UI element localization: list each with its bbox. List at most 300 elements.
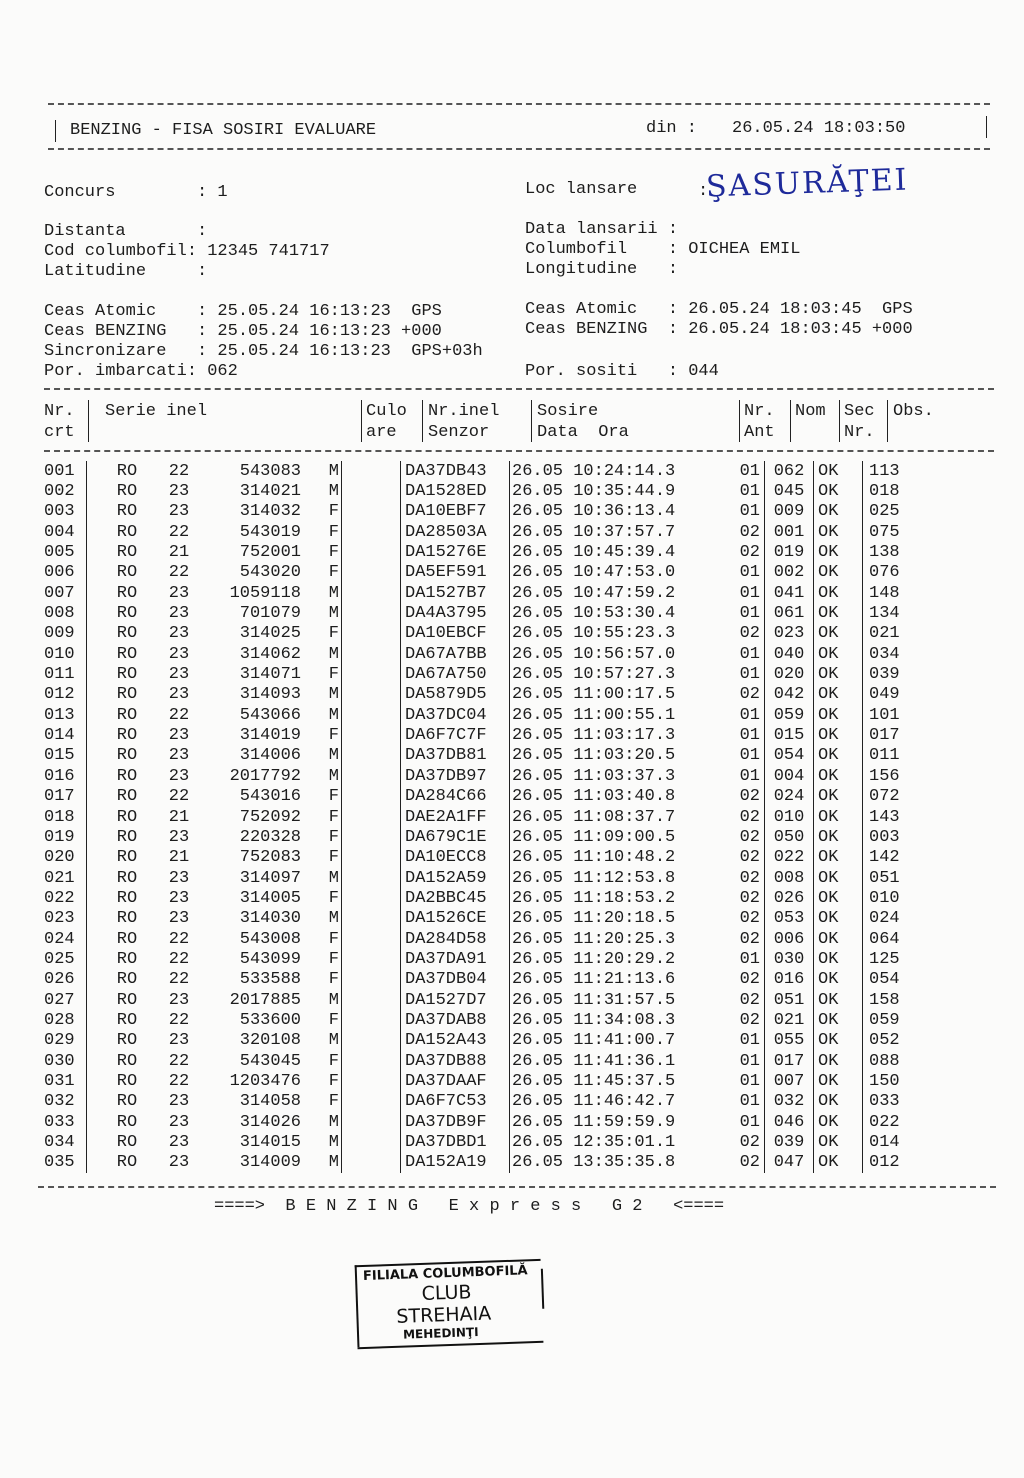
row-divider xyxy=(87,909,98,929)
row-ring: 314006 xyxy=(239,746,301,766)
row-sex: M xyxy=(328,604,339,624)
row-divider xyxy=(87,644,98,664)
row-sensor: DA284D58 xyxy=(401,929,510,949)
row-sensor: DA37DB81 xyxy=(401,746,510,766)
row-country: RO xyxy=(116,848,138,868)
row-nom: 045 xyxy=(765,481,814,501)
ceas-benzing-start: Ceas BENZING : 25.05.24 16:13:23 +000 xyxy=(44,322,442,341)
latitudine-line: Latitudine : xyxy=(44,262,208,281)
row-nr: 032 xyxy=(44,1092,75,1112)
row-country: RO xyxy=(116,909,138,929)
row-nom: 023 xyxy=(765,624,814,644)
stamp-line-3: STREHAIA xyxy=(396,1302,492,1328)
row-nr: 015 xyxy=(44,746,75,766)
row-year: 23 xyxy=(168,726,190,746)
row-obs: 150 xyxy=(863,1071,930,1091)
row-nr: 022 xyxy=(44,888,75,908)
row-nom: 001 xyxy=(765,522,814,542)
row-nr: 002 xyxy=(44,482,75,502)
row-obs: 025 xyxy=(863,502,930,522)
row-arrival: 26.05 11:18:53.2 xyxy=(510,888,711,908)
date-label: din : xyxy=(646,119,698,138)
row-arrival: 26.05 11:34:08.3 xyxy=(510,1010,711,1030)
row-country: RO xyxy=(116,766,138,786)
row-obs: 075 xyxy=(863,522,930,542)
row-nr: 030 xyxy=(44,1051,75,1071)
row-nom: 041 xyxy=(765,583,814,603)
row-year: 23 xyxy=(168,1153,190,1173)
row-sensor: DA1526CE xyxy=(401,909,510,929)
row-ring: 2017885 xyxy=(229,990,301,1010)
row-sec: OK xyxy=(814,990,863,1010)
row-ring: 752001 xyxy=(239,543,301,563)
loc-lansare-handwritten: ŞASURĂŢEI xyxy=(705,162,909,205)
row-ring: 314019 xyxy=(239,726,301,746)
row-nom: 006 xyxy=(765,929,814,949)
row-nr: 016 xyxy=(44,766,75,786)
row-sex: M xyxy=(328,1153,339,1173)
row-year: 23 xyxy=(168,746,190,766)
row-ring: 314026 xyxy=(239,1112,301,1132)
row-ring: 314062 xyxy=(239,644,301,664)
row-sensor: DA1527D7 xyxy=(401,990,510,1010)
header-bottom-table-rule xyxy=(44,450,994,452)
row-nr: 028 xyxy=(44,1010,75,1030)
row-obs: 142 xyxy=(863,848,930,868)
row-sec: OK xyxy=(814,1092,863,1112)
row-arrival: 26.05 11:00:55.1 xyxy=(510,705,711,725)
row-nr: 026 xyxy=(44,970,75,990)
row-sensor: DA284C66 xyxy=(401,787,510,807)
row-antenna: 01 xyxy=(739,1092,760,1112)
row-arrival: 26.05 10:37:57.7 xyxy=(510,522,711,542)
row-nom: 053 xyxy=(765,909,814,929)
row-divider xyxy=(87,502,98,522)
row-nom: 008 xyxy=(765,868,814,888)
table-row xyxy=(44,522,929,542)
row-obs: 101 xyxy=(863,705,930,725)
row-sec: OK xyxy=(814,583,863,603)
ceas-benzing-end: Ceas BENZING : 26.05.24 18:03:45 +000 xyxy=(525,320,913,339)
row-year: 23 xyxy=(168,665,190,685)
row-sec: OK xyxy=(814,1010,863,1030)
row-divider xyxy=(87,848,98,868)
row-sex: F xyxy=(328,807,339,827)
footer-brand: ====> B E N Z I N G E x p r e s s G 2 <==== xyxy=(214,1197,725,1216)
row-nr: 004 xyxy=(44,522,75,542)
table-row xyxy=(44,929,929,949)
row-sensor: DA67A750 xyxy=(401,664,510,684)
row-antenna: 01 xyxy=(739,1051,760,1071)
row-nr: 013 xyxy=(44,705,75,725)
header-divider xyxy=(790,400,791,442)
row-country: RO xyxy=(116,1153,138,1173)
row-ring: 220328 xyxy=(239,827,301,847)
row-arrival: 26.05 11:21:13.6 xyxy=(510,970,711,990)
row-obs: 010 xyxy=(863,888,930,908)
row-sensor: DA37DC04 xyxy=(401,705,510,725)
row-sensor: DA28503A xyxy=(401,522,510,542)
row-divider xyxy=(87,1051,98,1071)
col-culo-h1: Culo xyxy=(366,402,407,421)
table-row xyxy=(44,664,929,684)
report-datetime: 26.05.24 18:03:50 xyxy=(732,119,906,138)
row-divider xyxy=(87,1112,98,1132)
row-obs: 054 xyxy=(863,970,930,990)
row-divider xyxy=(87,1132,98,1152)
row-color xyxy=(342,1153,401,1173)
row-ring: 2017792 xyxy=(229,766,301,786)
ceas-atomic-end: Ceas Atomic : 26.05.24 18:03:45 GPS xyxy=(525,300,913,319)
row-nr: 008 xyxy=(44,604,75,624)
row-color xyxy=(342,807,401,827)
row-sensor: DA5EF591 xyxy=(401,563,510,583)
cod-columbofil-line: Cod columbofil: 12345 741717 xyxy=(44,242,330,261)
row-sensor: DA10EBF7 xyxy=(401,502,510,522)
row-sex: M xyxy=(328,990,339,1010)
club-stamp xyxy=(350,1255,549,1352)
row-antenna: 02 xyxy=(739,970,760,990)
row-arrival: 26.05 11:45:37.5 xyxy=(510,1071,711,1091)
row-nom: 042 xyxy=(765,685,814,705)
row-color xyxy=(342,1071,401,1091)
row-country: RO xyxy=(116,1092,138,1112)
row-antenna: 01 xyxy=(739,644,760,664)
row-divider xyxy=(87,1092,98,1112)
col-sosire-h1: Sosire xyxy=(537,402,599,421)
row-divider xyxy=(87,563,98,583)
table-row xyxy=(44,705,929,725)
row-sensor: DA4A3795 xyxy=(401,603,510,623)
row-country: RO xyxy=(116,685,138,705)
row-arrival: 26.05 11:31:57.5 xyxy=(510,990,711,1010)
row-nom: 016 xyxy=(765,970,814,990)
row-sex: F xyxy=(328,726,339,746)
row-antenna: 02 xyxy=(739,807,760,827)
row-nom: 032 xyxy=(765,1092,814,1112)
row-sec: OK xyxy=(814,1132,863,1152)
row-nr: 029 xyxy=(44,1031,75,1051)
row-nom: 047 xyxy=(765,1153,814,1173)
col-sec-h1: Sec xyxy=(844,402,875,421)
row-antenna: 01 xyxy=(739,1112,760,1132)
row-antenna: 01 xyxy=(739,604,760,624)
row-arrival: 26.05 10:36:13.4 xyxy=(510,502,711,522)
stamp-line-1: FILIALA COLUMBOFILĂ xyxy=(362,1263,528,1285)
row-sec: OK xyxy=(814,766,863,786)
row-nom: 046 xyxy=(765,1112,814,1132)
row-sensor: DA37DB04 xyxy=(401,970,510,990)
row-sec: OK xyxy=(814,502,863,522)
col-sec-h2: Nr. xyxy=(844,423,875,442)
row-obs: 011 xyxy=(863,746,930,766)
report-title: BENZING - FISA SOSIRI EVALUARE xyxy=(70,121,377,140)
row-country: RO xyxy=(116,888,138,908)
row-nr: 020 xyxy=(44,848,75,868)
row-sex: F xyxy=(328,1010,339,1030)
row-nom: 022 xyxy=(765,848,814,868)
row-year: 23 xyxy=(168,644,190,664)
row-divider xyxy=(87,624,98,644)
table-row xyxy=(44,603,929,623)
table-row xyxy=(44,1031,929,1051)
row-year: 22 xyxy=(168,1051,190,1071)
table-row xyxy=(44,1132,929,1152)
row-nr: 014 xyxy=(44,726,75,746)
row-sec: OK xyxy=(814,563,863,583)
row-year: 22 xyxy=(168,929,190,949)
col-ant-h2: Ant xyxy=(744,423,775,442)
arrivals-table xyxy=(44,461,929,1173)
row-arrival: 26.05 11:03:20.5 xyxy=(510,746,711,766)
row-year: 23 xyxy=(168,1133,190,1153)
header-bottom-rule xyxy=(48,148,990,150)
row-color xyxy=(342,481,401,501)
row-nom: 020 xyxy=(765,664,814,684)
row-obs: 064 xyxy=(863,929,930,949)
row-nom: 002 xyxy=(765,563,814,583)
row-nom: 059 xyxy=(765,705,814,725)
row-sec: OK xyxy=(814,949,863,969)
row-sec: OK xyxy=(814,909,863,929)
row-sec: OK xyxy=(814,929,863,949)
row-sex: F xyxy=(328,1092,339,1112)
row-obs: 051 xyxy=(863,868,930,888)
table-row xyxy=(44,990,929,1010)
row-sex: F xyxy=(328,1071,339,1091)
row-year: 22 xyxy=(168,970,190,990)
row-color xyxy=(342,725,401,745)
row-nr: 011 xyxy=(44,665,75,685)
table-row xyxy=(44,502,929,522)
row-color xyxy=(342,929,401,949)
row-sec: OK xyxy=(814,868,863,888)
row-year: 21 xyxy=(168,543,190,563)
row-antenna: 01 xyxy=(739,1031,760,1051)
table-row xyxy=(44,461,929,481)
header-divider xyxy=(739,400,740,442)
row-divider xyxy=(87,1010,98,1030)
row-antenna: 01 xyxy=(739,1071,760,1091)
row-divider xyxy=(87,685,98,705)
row-sex: F xyxy=(328,665,339,685)
row-color xyxy=(342,970,401,990)
row-sec: OK xyxy=(814,603,863,623)
header-top-rule xyxy=(48,103,990,105)
row-sec: OK xyxy=(814,970,863,990)
row-nr: 035 xyxy=(44,1153,75,1173)
row-color xyxy=(342,624,401,644)
row-ring: 314097 xyxy=(239,868,301,888)
row-sec: OK xyxy=(814,787,863,807)
row-arrival: 26.05 11:03:17.3 xyxy=(510,725,711,745)
row-country: RO xyxy=(116,1071,138,1091)
row-color xyxy=(342,1132,401,1152)
row-obs: 012 xyxy=(863,1153,930,1173)
row-nr: 006 xyxy=(44,563,75,583)
row-sec: OK xyxy=(814,888,863,908)
row-nr: 027 xyxy=(44,990,75,1010)
row-color xyxy=(342,888,401,908)
row-country: RO xyxy=(116,502,138,522)
row-nom: 061 xyxy=(765,603,814,623)
row-ring: 543083 xyxy=(239,461,301,481)
row-color xyxy=(342,705,401,725)
col-serie-h1: Serie inel xyxy=(105,402,208,421)
row-sex: F xyxy=(328,827,339,847)
row-obs: 021 xyxy=(863,624,930,644)
row-sex: F xyxy=(328,848,339,868)
row-antenna: 02 xyxy=(739,1153,760,1173)
row-divider xyxy=(87,542,98,562)
row-ring: 314071 xyxy=(239,665,301,685)
col-nrinel-h2: Senzor xyxy=(428,423,490,442)
row-sex: M xyxy=(328,583,339,603)
row-nom: 021 xyxy=(765,1010,814,1030)
row-sec: OK xyxy=(814,664,863,684)
row-sensor: DA10EBCF xyxy=(401,624,510,644)
row-sensor: DA37DB88 xyxy=(401,1051,510,1071)
row-sensor: DA10ECC8 xyxy=(401,848,510,868)
row-sensor: DA6F7C53 xyxy=(401,1092,510,1112)
row-ring: 1203476 xyxy=(229,1071,301,1091)
row-nr: 017 xyxy=(44,787,75,807)
row-sec: OK xyxy=(814,807,863,827)
row-antenna: 02 xyxy=(739,787,760,807)
row-nr: 018 xyxy=(44,807,75,827)
row-antenna: 02 xyxy=(739,624,760,644)
row-nom: 055 xyxy=(765,1031,814,1051)
row-obs: 024 xyxy=(863,909,930,929)
row-arrival: 26.05 11:03:40.8 xyxy=(510,787,711,807)
col-nom-h1: Nom xyxy=(795,402,826,421)
row-obs: 014 xyxy=(863,1132,930,1152)
row-color xyxy=(342,949,401,969)
row-ring: 1059118 xyxy=(229,583,301,603)
row-sensor: DA37DBD1 xyxy=(401,1132,510,1152)
row-ring: 543045 xyxy=(239,1051,301,1071)
row-country: RO xyxy=(116,604,138,624)
table-row xyxy=(44,1112,929,1132)
row-antenna: 02 xyxy=(739,909,760,929)
row-color xyxy=(342,787,401,807)
row-sec: OK xyxy=(814,746,863,766)
row-year: 23 xyxy=(168,685,190,705)
row-nom: 051 xyxy=(765,990,814,1010)
columbofil-line: Columbofil : OICHEA EMIL xyxy=(525,240,801,259)
row-ring: 320108 xyxy=(239,1031,301,1051)
row-year: 23 xyxy=(168,909,190,929)
row-arrival: 26.05 13:35:35.8 xyxy=(510,1153,711,1173)
row-year: 23 xyxy=(168,502,190,522)
row-color xyxy=(342,563,401,583)
row-color xyxy=(342,664,401,684)
row-divider xyxy=(87,481,98,501)
row-ring: 314005 xyxy=(239,888,301,908)
table-row xyxy=(44,1092,929,1112)
row-obs: 039 xyxy=(863,664,930,684)
row-year: 23 xyxy=(168,827,190,847)
row-year: 22 xyxy=(168,1010,190,1030)
row-ring: 543020 xyxy=(239,563,301,583)
row-year: 22 xyxy=(168,949,190,969)
row-arrival: 26.05 11:59:59.9 xyxy=(510,1112,711,1132)
row-nom: 030 xyxy=(765,949,814,969)
row-year: 23 xyxy=(168,868,190,888)
row-color xyxy=(342,1031,401,1051)
header-divider xyxy=(839,400,840,442)
row-obs: 052 xyxy=(863,1031,930,1051)
row-country: RO xyxy=(116,1051,138,1071)
row-obs: 076 xyxy=(863,563,930,583)
row-sec: OK xyxy=(814,624,863,644)
stamp-line-4: MEHEDINŢI xyxy=(402,1325,479,1342)
row-sec: OK xyxy=(814,461,863,481)
row-obs: 156 xyxy=(863,766,930,786)
row-ring: 752083 xyxy=(239,848,301,868)
row-country: RO xyxy=(116,787,138,807)
row-country: RO xyxy=(116,461,138,481)
row-sensor: DA152A19 xyxy=(401,1153,510,1173)
row-year: 22 xyxy=(168,1071,190,1091)
row-nom: 019 xyxy=(765,542,814,562)
row-ring: 314058 xyxy=(239,1092,301,1112)
row-nom: 010 xyxy=(765,807,814,827)
row-sec: OK xyxy=(814,1153,863,1173)
row-arrival: 26.05 10:35:44.9 xyxy=(510,481,711,501)
row-country: RO xyxy=(116,868,138,888)
table-row xyxy=(44,746,929,766)
row-sensor: DA2BBC45 xyxy=(401,888,510,908)
row-ring: 701079 xyxy=(239,604,301,624)
row-year: 22 xyxy=(168,522,190,542)
row-country: RO xyxy=(116,827,138,847)
row-country: RO xyxy=(116,624,138,644)
row-obs: 018 xyxy=(863,481,930,501)
row-divider xyxy=(87,868,98,888)
table-row xyxy=(44,970,929,990)
row-obs: 088 xyxy=(863,1051,930,1071)
row-color xyxy=(342,1051,401,1071)
row-sec: OK xyxy=(814,522,863,542)
row-country: RO xyxy=(116,929,138,949)
row-sec: OK xyxy=(814,481,863,501)
header-divider xyxy=(887,400,888,442)
row-arrival: 26.05 11:09:00.5 xyxy=(510,827,711,847)
table-row xyxy=(44,909,929,929)
row-antenna: 01 xyxy=(739,502,760,522)
row-arrival: 26.05 11:03:37.3 xyxy=(510,766,711,786)
row-color xyxy=(342,868,401,888)
loc-lansare-label: Loc lansare xyxy=(525,180,638,199)
row-year: 21 xyxy=(168,807,190,827)
row-obs: 125 xyxy=(863,949,930,969)
row-country: RO xyxy=(116,665,138,685)
row-year: 23 xyxy=(168,888,190,908)
row-arrival: 26.05 10:24:14.3 xyxy=(510,461,711,481)
row-sex: M xyxy=(328,909,339,929)
row-color xyxy=(342,1092,401,1112)
row-antenna: 01 xyxy=(739,482,760,502)
row-nr: 024 xyxy=(44,929,75,949)
row-sensor: DA152A43 xyxy=(401,1031,510,1051)
col-nrinel-h1: Nr.inel xyxy=(428,402,500,421)
row-color xyxy=(342,502,401,522)
row-divider xyxy=(87,766,98,786)
row-arrival: 26.05 10:47:53.0 xyxy=(510,563,711,583)
row-sensor: DA67A7BB xyxy=(401,644,510,664)
col-nr-h2: crt xyxy=(44,423,75,442)
